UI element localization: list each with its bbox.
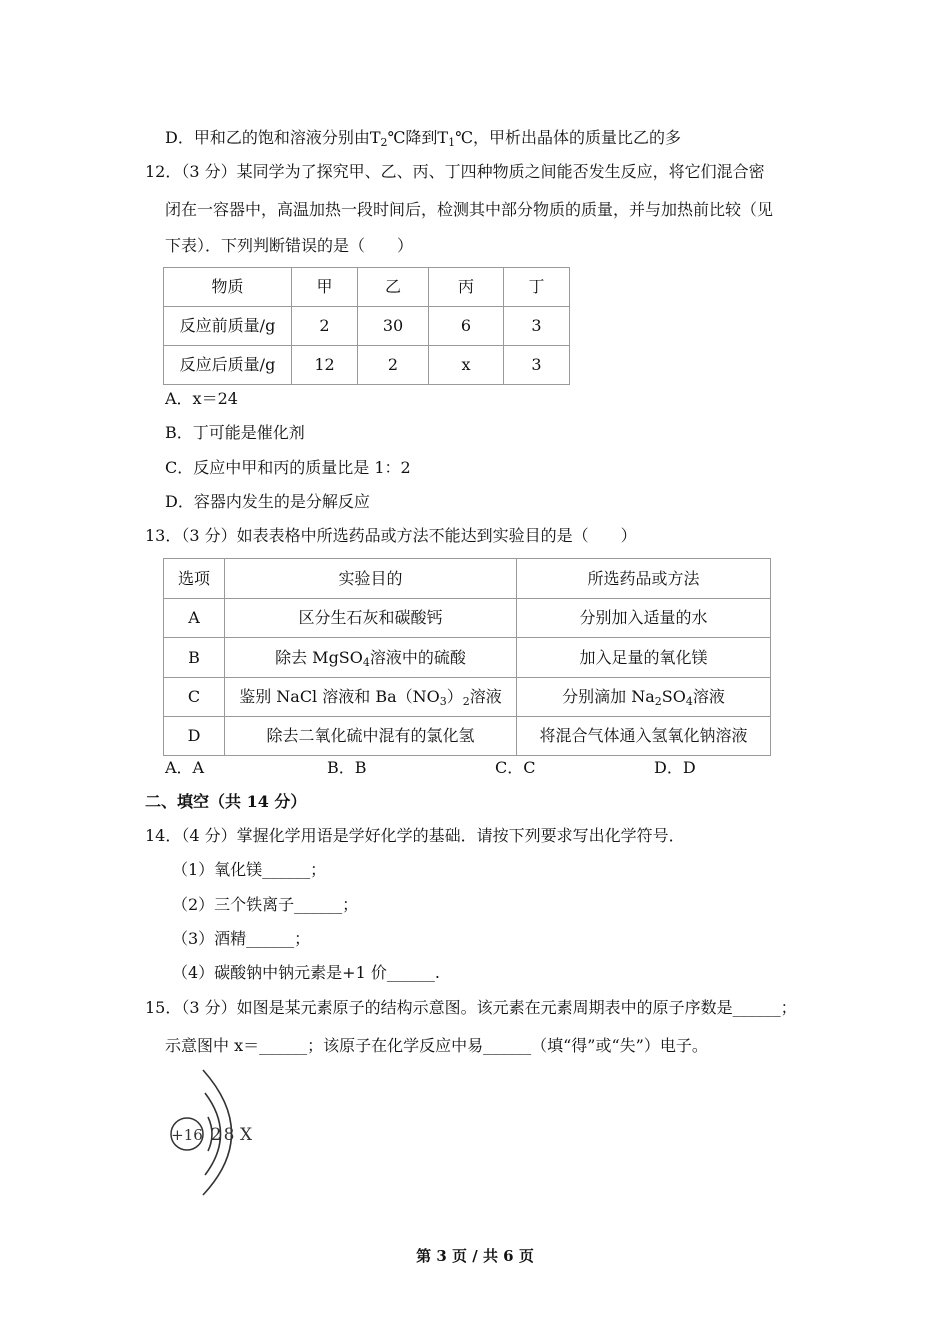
table-row — [164, 599, 771, 638]
q11-option-d-text: ℃降到T — [387, 128, 449, 147]
table-header-row — [164, 559, 771, 599]
table-header-cell: 物质 — [164, 268, 292, 307]
table-cell: 2 — [292, 307, 358, 346]
q14-item-1: （1）氧化镁______； — [172, 860, 327, 879]
table-cell: 3 — [504, 346, 570, 385]
shell-3-count: x — [239, 1125, 253, 1145]
q13-option-c: C．C — [495, 758, 536, 777]
cell-text: 除去 MgSO — [275, 647, 363, 667]
q12-table — [163, 267, 570, 385]
table-cell: 2 — [358, 346, 429, 385]
nucleus-charge: +16 — [171, 1126, 203, 1144]
table-header-cell: 丁 — [504, 268, 570, 307]
cell-text: 将混合气体通入氢氧化钠溶液 — [539, 726, 748, 745]
table-cell: x — [429, 346, 504, 385]
table-cell — [517, 678, 771, 717]
table-cell: 6 — [429, 307, 504, 346]
subscript: 2 — [380, 136, 388, 149]
table-cell: 反应后质量/g — [164, 346, 292, 385]
table-cell — [225, 717, 517, 756]
table-row — [164, 638, 771, 678]
subscript: 2 — [462, 695, 470, 708]
atom-structure-diagram — [160, 1065, 270, 1200]
table-cell — [517, 599, 771, 638]
table-row — [164, 307, 570, 346]
cell-text: 溶液 — [469, 687, 502, 706]
section-title: 二、填空（共 14 分） — [145, 792, 307, 811]
table-cell: 3 — [504, 307, 570, 346]
subscript: 1 — [448, 136, 456, 149]
table-cell — [225, 599, 517, 638]
table-cell: A — [164, 599, 225, 638]
q13-option-d: D．D — [654, 758, 696, 777]
shell-1-count: 2 — [210, 1125, 222, 1145]
table-row — [164, 346, 570, 385]
q14-stem: 14．（4 分）掌握化学用语是学好化学的基础．请按下列要求写出化学符号． — [145, 826, 685, 845]
table-header-row — [164, 268, 570, 307]
q15-stem-line2: 示意图中 x＝______；该原子在化学反应中易______（填“得”或“失”）电子。 — [165, 1036, 708, 1055]
q12-option-c: C．反应中甲和丙的质量比是 1：2 — [165, 458, 411, 477]
q13-option-a: A．A — [165, 758, 205, 777]
cell-text: 加入足量的氧化镁 — [579, 647, 708, 667]
q11-option-d-text: ℃，甲析出晶体的质量比乙的多 — [455, 128, 681, 147]
table-cell: B — [164, 638, 225, 678]
q12-stem-line3: 下表）．下列判断错误的是（ ） — [165, 236, 414, 255]
table-header-cell: 乙 — [358, 268, 429, 307]
table-header-cell: 实验目的 — [225, 559, 517, 599]
table-cell: C — [164, 678, 225, 717]
subscript: 3 — [439, 695, 447, 708]
table-cell — [517, 638, 771, 678]
shell-2-count: 8 — [223, 1125, 235, 1145]
table-cell — [225, 638, 517, 678]
subscript: 2 — [654, 695, 662, 708]
q14-item-4: （4）碳酸钠中钠元素是+1 价______. — [172, 963, 440, 982]
cell-text: 分别加入适量的水 — [579, 608, 708, 627]
cell-text: 区分生石灰和碳酸钙 — [298, 608, 443, 627]
table-cell: 30 — [358, 307, 429, 346]
q11-option-d — [165, 127, 681, 149]
table-row — [164, 717, 771, 756]
q14-item-2: （2）三个铁离子______； — [172, 895, 359, 914]
table-header-cell: 丙 — [429, 268, 504, 307]
subscript: 4 — [685, 695, 693, 708]
cell-text: 除去二氧化硫中混有的氯化氢 — [266, 726, 475, 745]
cell-text: SO — [661, 687, 686, 706]
table-header-cell: 所选药品或方法 — [517, 559, 771, 599]
subscript: 4 — [362, 655, 370, 669]
table-cell: 反应前质量/g — [164, 307, 292, 346]
q13-stem: 13．（3 分）如表表格中所选药品或方法不能达到实验目的是（ ） — [145, 526, 637, 545]
cell-text: 分别滴加 Na — [562, 687, 655, 706]
q15-stem-line1: 15．（3 分）如图是某元素原子的结构示意图。该元素在元素周期表中的原子序数是______； — [145, 998, 797, 1017]
q11-option-d-text: D．甲和乙的饱和溶液分别由T — [165, 128, 381, 147]
table-cell — [517, 717, 771, 756]
q13-table — [163, 558, 771, 756]
q14-item-3: （3）酒精______； — [172, 929, 311, 948]
table-cell — [225, 678, 517, 717]
q12-option-a: A．x＝24 — [165, 389, 238, 408]
q12-option-b: B．丁可能是催化剂 — [165, 423, 305, 442]
cell-text: 鉴别 NaCl 溶液和 Ba（NO — [239, 687, 440, 706]
table-row — [164, 678, 771, 717]
cell-text: 溶液中的硫酸 — [369, 647, 466, 667]
table-cell: D — [164, 717, 225, 756]
q12-option-d: D．容器内发生的是分解反应 — [165, 492, 370, 511]
q12-stem-line1: 12．（3 分）某同学为了探究甲、乙、丙、丁四种物质之间能否发生反应，将它们混合密 — [145, 162, 765, 181]
page-footer: 第 3 页 / 共 6 页 — [416, 1247, 534, 1265]
table-header-cell: 甲 — [292, 268, 358, 307]
q13-option-b: B．B — [327, 758, 367, 777]
q12-stem-line2: 闭在一容器中，高温加热一段时间后，检测其中部分物质的质量，并与加热前比较（见 — [165, 200, 774, 219]
cell-text: ） — [446, 687, 463, 706]
table-cell: 12 — [292, 346, 358, 385]
cell-text: 溶液 — [692, 687, 725, 706]
table-header-cell: 选项 — [164, 559, 225, 599]
